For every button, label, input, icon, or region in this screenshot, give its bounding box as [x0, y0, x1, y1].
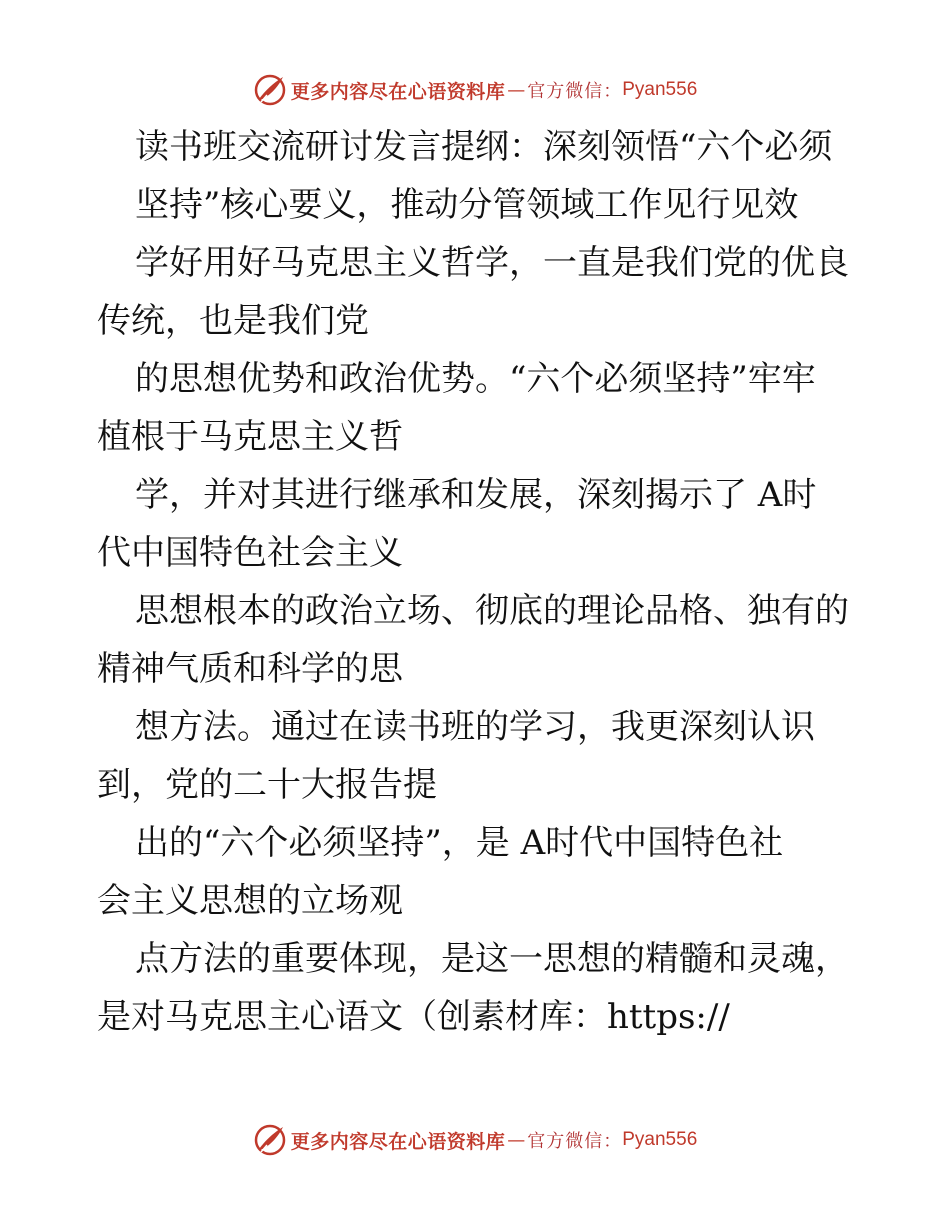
- quill-pen-logo-icon: [253, 1123, 287, 1157]
- footer-banner: [0, 1120, 950, 1160]
- banner-wechat-label: 官方微信：: [527, 81, 623, 102]
- paragraph-line: 出的“六个必须坚持”，是 A时代中国特色社: [135, 823, 784, 863]
- banner-brand-text: 更多内容尽在心语资料库: [290, 1130, 506, 1153]
- banner-wechat-id: Pyan556: [622, 1129, 698, 1150]
- paragraph-line: 精神气质和科学的思: [97, 649, 403, 689]
- banner-wechat-label: 官方微信：: [527, 1131, 623, 1152]
- quill-pen-logo-icon: [253, 73, 287, 107]
- banner-wechat-id: Pyan556: [622, 79, 698, 100]
- paragraph-line: 是对马克思主心语文（创素材库：https://: [97, 997, 730, 1037]
- paragraph-line: 学，并对其进行继承和发展，深刻揭示了 A时: [135, 475, 817, 515]
- header-banner: [0, 70, 950, 110]
- document-title-line-2: 坚持”核心要义，推动分管领域工作见行见效: [135, 185, 799, 225]
- paragraph-line: 思想根本的政治立场、彻底的理论品格、独有的: [135, 591, 849, 631]
- paragraph-line: 植根于马克思主义哲: [97, 417, 403, 457]
- paragraph-line: 会主义思想的立场观: [97, 881, 403, 921]
- paragraph-line: 传统，也是我们党: [97, 301, 369, 341]
- banner-separator: —: [507, 1129, 526, 1151]
- banner-separator: —: [507, 79, 526, 101]
- paragraph-line: 到，党的二十大报告提: [97, 765, 437, 805]
- document-title-line-1: 读书班交流研讨发言提纲：深刻领悟“六个必须: [135, 127, 833, 167]
- paragraph-line: 学好用好马克思主义哲学，一直是我们党的优良: [135, 243, 849, 283]
- banner-brand-text: 更多内容尽在心语资料库: [290, 80, 506, 103]
- paragraph-line: 的思想优势和政治优势。“六个必须坚持”牢牢: [135, 359, 816, 399]
- paragraph-line: 点方法的重要体现，是这一思想的精髓和灵魂，: [135, 939, 849, 979]
- paragraph-line: 代中国特色社会主义: [97, 533, 403, 573]
- document-body: [97, 118, 867, 1046]
- paragraph-line: 想方法。通过在读书班的学习，我更深刻认识: [135, 707, 815, 747]
